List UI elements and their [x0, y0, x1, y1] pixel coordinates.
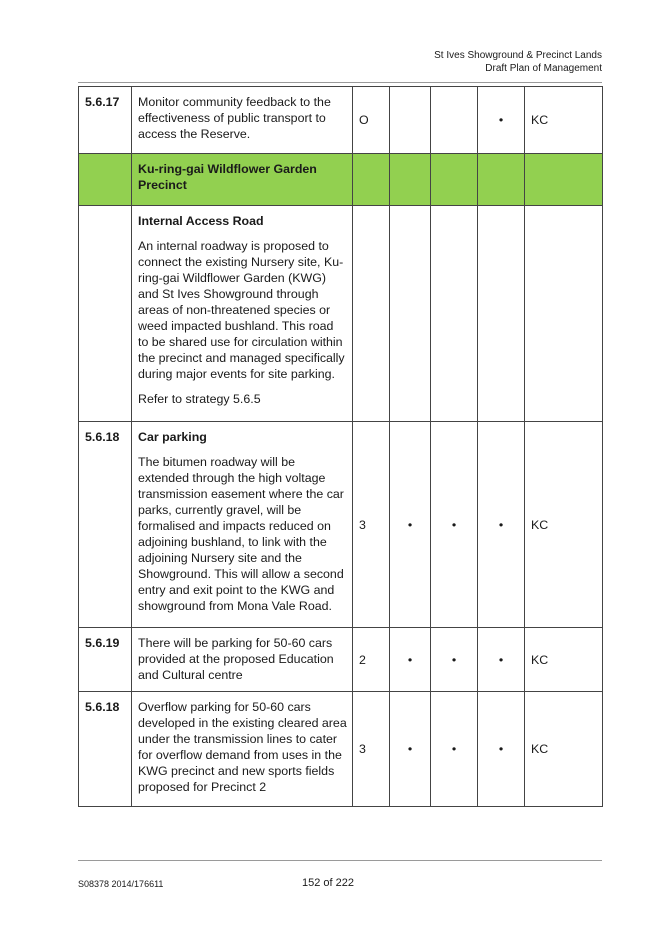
table-row — [79, 692, 603, 807]
paragraph: The bitumen roadway will be extended through the high voltage transmission easement where the car parks, currently gravel, will be formalised and impacts reduced on adjoining bushland, to link with the adjoining Nursery site and the Showground. This will allow a second entry and exit point to the KWG and showground from Mona Vale Road. — [138, 455, 344, 613]
document-title: St Ives Showground & Precinct Lands — [434, 50, 602, 61]
strategy-description: Overflow parking for 50-60 cars developed in the existing cleared area under the transmission lines to cater for overflow demand from uses in the KWG precinct and new sports fields proposed for Precinct 2 — [132, 692, 353, 807]
strategy-description: There will be parking for 50-60 cars provided at the proposed Education and Cultural centre — [132, 628, 353, 692]
paragraph: An internal roadway is proposed to connect the existing Nursery site, Ku-ring-gai Wildflower Garden (KWG) and St Ives Showground through areas of non-threatened species or weed impacted bushland. This road to be shared use for circulation within the precinct and managed specifically during major events for site parking. — [138, 239, 345, 381]
timeframe-cell — [390, 87, 431, 154]
strategy-number: 5.6.17 — [79, 87, 132, 154]
strategy-description — [132, 206, 353, 422]
priority-cell: O — [353, 87, 390, 154]
paragraph: Refer to strategy 5.6.5 — [138, 392, 261, 406]
subheading: Car parking — [138, 430, 207, 444]
page-number: 152 of 222 — [302, 877, 354, 889]
strategy-number: 5.6.18 — [79, 422, 132, 628]
document-subtitle: Draft Plan of Management — [485, 63, 602, 74]
priority-cell: 3 — [353, 692, 390, 807]
responsibility-cell: KC — [525, 628, 603, 692]
footer-divider — [78, 860, 602, 861]
strategy-description — [132, 422, 353, 628]
responsibility-cell: KC — [525, 422, 603, 628]
precinct-heading: Ku-ring-gai Wildflower Garden Precinct — [132, 154, 353, 206]
priority-cell: 3 — [353, 422, 390, 628]
priority-cell: 2 — [353, 628, 390, 692]
timeframe-cell: • — [390, 422, 431, 628]
page-header — [434, 49, 602, 75]
subheading: Internal Access Road — [138, 214, 264, 228]
timeframe-cell: • — [478, 628, 525, 692]
timeframe-cell: • — [390, 692, 431, 807]
strategy-description: Monitor community feedback to the effectiveness of public transport to access the Reserve. — [132, 87, 353, 154]
document-reference: S08378 2014/176611 — [78, 879, 164, 889]
table-row — [79, 422, 603, 628]
timeframe-cell: • — [431, 628, 478, 692]
timeframe-cell: • — [390, 628, 431, 692]
table-row — [79, 206, 603, 422]
timeframe-cell: • — [478, 422, 525, 628]
section-row — [79, 154, 603, 206]
timeframe-cell: • — [431, 692, 478, 807]
strategy-number: 5.6.19 — [79, 628, 132, 692]
timeframe-cell — [431, 87, 478, 154]
timeframe-cell: • — [478, 692, 525, 807]
responsibility-cell: KC — [525, 692, 603, 807]
timeframe-cell: • — [431, 422, 478, 628]
strategy-number — [79, 206, 132, 422]
responsibility-cell: KC — [525, 87, 603, 154]
table-row — [79, 87, 603, 154]
timeframe-cell: • — [478, 87, 525, 154]
strategy-table — [78, 86, 603, 807]
strategy-number: 5.6.18 — [79, 692, 132, 807]
header-divider — [78, 82, 602, 83]
table-row — [79, 628, 603, 692]
